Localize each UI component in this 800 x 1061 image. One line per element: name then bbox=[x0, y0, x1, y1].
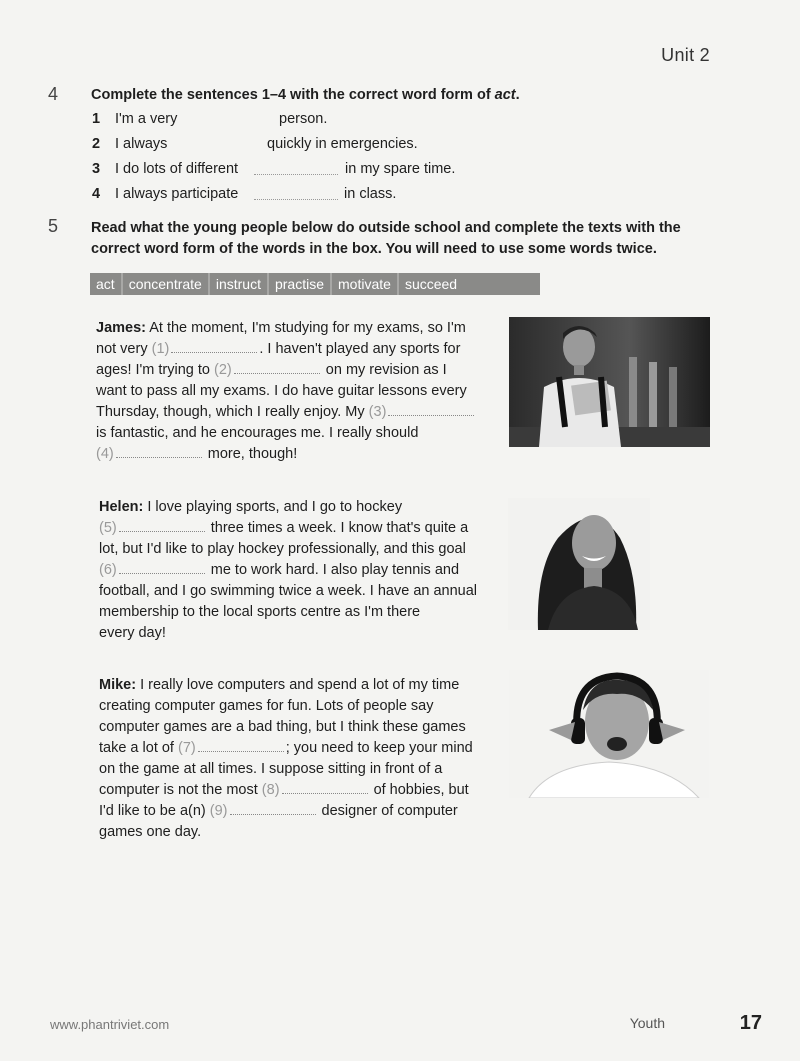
answer-blank[interactable] bbox=[254, 174, 338, 175]
exercise-5-number: 5 bbox=[48, 216, 59, 236]
exercise-4-item: 3 I do lots of different in my spare time. bbox=[92, 161, 456, 177]
word-box-item: succeed bbox=[404, 276, 458, 292]
exercise-4-item: 4 I always participate in class. bbox=[92, 186, 397, 202]
answer-blank[interactable] bbox=[388, 403, 474, 416]
james-text: James: At the moment, I'm studying for my exams, so I'm not very (1) . I haven't played any sports for ages! I'm trying to (2) on my revision as I want to pass all my exams. I do have guitar lessons every Thursday, though, which I really enjoy. My (3) is fantastic, and he encourages me. I really should (4) more, though! bbox=[96, 318, 496, 465]
answer-blank[interactable] bbox=[254, 199, 338, 200]
exercise-4-item: 2 I always quickly in emergencies. bbox=[92, 136, 418, 152]
word-box-item: act bbox=[90, 273, 123, 295]
footer-section: Youth bbox=[629, 1015, 665, 1031]
exercise-4-number: 4 bbox=[48, 84, 59, 104]
answer-blank[interactable] bbox=[119, 519, 205, 532]
james-photo bbox=[509, 317, 710, 447]
answer-blank[interactable] bbox=[198, 739, 284, 752]
answer-blank[interactable] bbox=[119, 561, 205, 574]
word-box-item: instruct bbox=[210, 273, 269, 295]
mike-text: Mike: I really love computers and spend a lot of my time creating computer games for fun. Lots of people say computer games are a bad thing, but I think these games take a lot of (7) ; you need to keep your mind on the game at all times. I suppose sitting in front of a computer is not the most (8) of hobbies, but I'd like to be a(n) (9) designer of computer games one day. bbox=[99, 677, 473, 840]
footer-website: www.phantriviet.com bbox=[50, 1017, 170, 1032]
answer-blank[interactable] bbox=[282, 781, 368, 794]
answer-blank[interactable] bbox=[171, 340, 257, 353]
exercise-5-instruction: Read what the young people below do outside school and complete the texts with the correct word form of the words in the box. You will need to use some words twice. bbox=[91, 220, 681, 257]
answer-blank[interactable] bbox=[234, 361, 320, 374]
page-number: 17 bbox=[739, 1012, 762, 1034]
answer-blank[interactable] bbox=[230, 802, 316, 815]
answer-blank[interactable] bbox=[116, 445, 202, 458]
exercise-4-instruction: Complete the sentences 1–4 with the correct word form of act. bbox=[91, 87, 520, 103]
word-box-item: practise bbox=[269, 273, 332, 295]
exercise-4-item: 1 I'm a very person. bbox=[92, 111, 328, 127]
word-box-item: motivate bbox=[332, 273, 399, 295]
unit-label: Unit 2 bbox=[661, 45, 710, 65]
word-box-item: concentrate bbox=[123, 273, 210, 295]
helen-text: Helen: I love playing sports, and I go to hockey (5) three times a week. I know that's quite a lot, but I'd like to play hockey professionally, and this goal (6) me to work hard. I also play tennis and football, and I go swimming twice a week. I have an annual membership to the local sports centre as I'm there every day! bbox=[99, 499, 478, 641]
helen-photo bbox=[508, 498, 650, 630]
mike-photo bbox=[509, 670, 709, 798]
word-box bbox=[90, 273, 540, 295]
